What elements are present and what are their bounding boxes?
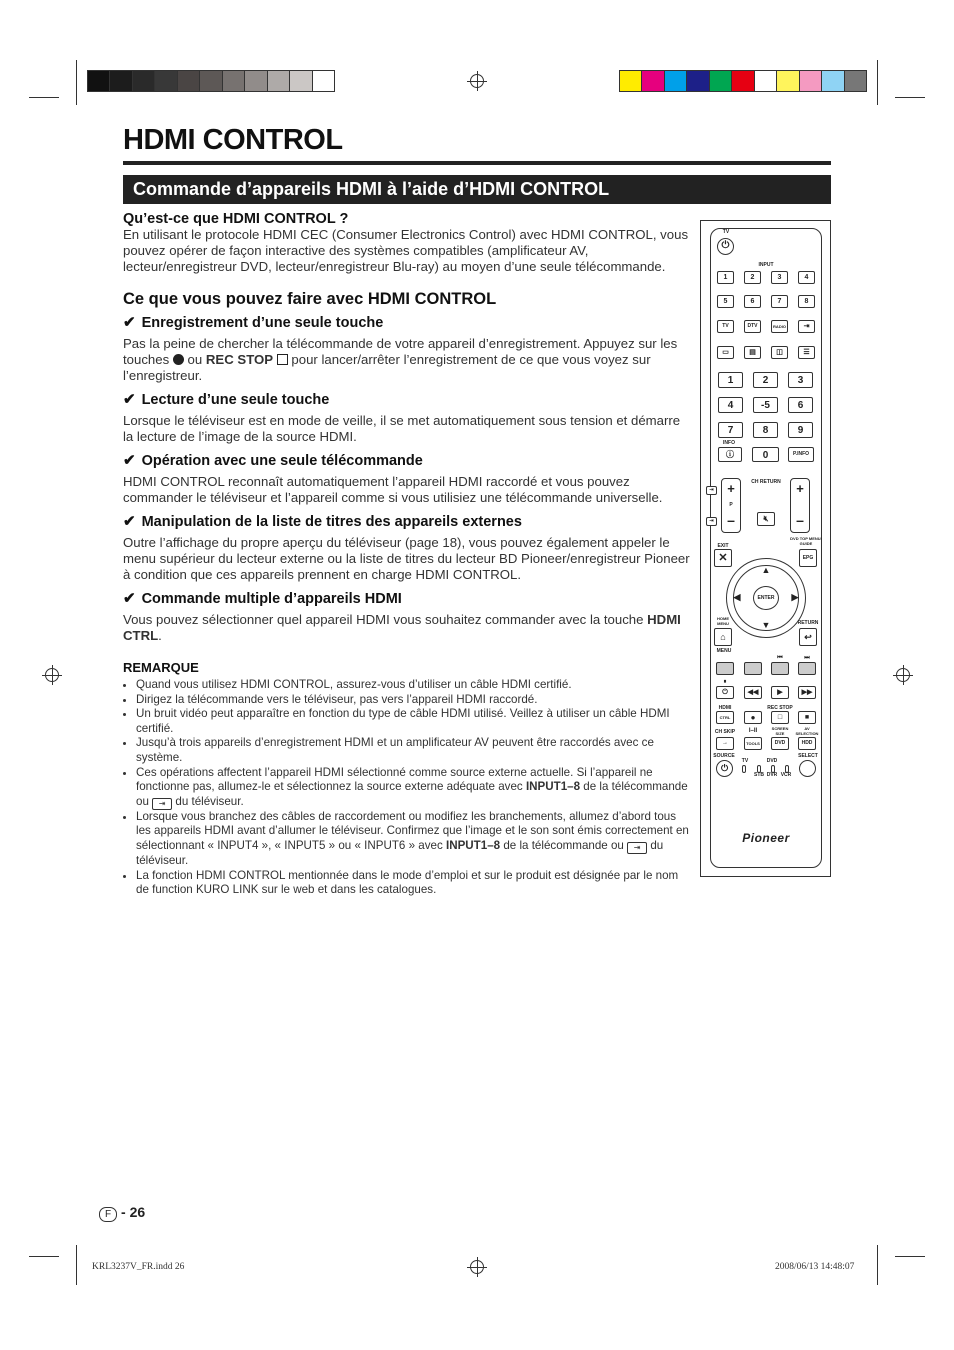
prev-track-icon: ⏮ (777, 655, 783, 661)
crop-mark (29, 97, 59, 98)
zero-button: 0 (752, 447, 779, 462)
pioneer-logo: Pioneer (742, 831, 790, 845)
footer-date: 2008/06/13 14:48:07 (775, 1262, 855, 1272)
input-key-button: 3 (771, 271, 788, 284)
feature-heading: ✔ Opération avec une seule télécommande (123, 452, 423, 469)
channel-plus-icon: + (727, 481, 735, 496)
what-is-heading: Qu’est-ce que HDMI CONTROL ? (123, 211, 349, 227)
can-do-heading: Ce que vous pouvez faire avec HDMI CONTROL (123, 290, 497, 308)
rec-stop-icon: □ (771, 711, 789, 724)
enter-button: ENTER (753, 586, 779, 610)
color-key-button (716, 662, 734, 675)
number-key-button: 4 (718, 397, 743, 413)
left-arrow-icon: ◀ (733, 592, 741, 602)
list-item: • La fonction HDMI CONTROL mentionnée dans le mode d’emploi et sur le produit est désignée par le nom de function KURO LINK sur le web et dans les catalogues. (136, 869, 693, 898)
color-swatch (710, 71, 732, 91)
input-icon: ⇥ (627, 842, 647, 854)
av-selection-label: AV SELECTION (795, 726, 819, 736)
input-icon: ⇥ (152, 798, 172, 810)
info-label: INFO (723, 440, 735, 446)
color-swatch (290, 71, 312, 91)
list-item: • Lorsque vous branchez des câbles de raccordement ou modifiez les branchements, allumez d’abord tous les appareils HDMI avant d’allumer le téléviseur. Confirmez que l’image et le son sont émis correctement en sélectionnant « INPUT4 », « INPUT5 » ou « INPUT6 » avec INPUT1–8 de la télécommande ou ⇥ du téléviseur. (136, 810, 693, 869)
color-swatch (245, 71, 267, 91)
subtitle-icon: ▭ (717, 346, 734, 359)
hdmi-ctrl-button: CTRL (716, 711, 734, 724)
power-icon: ⏻ (717, 238, 734, 255)
play-icon: ▶ (771, 686, 789, 699)
color-swatch (268, 71, 290, 91)
crop-mark (76, 60, 77, 105)
pinfo-button: P.INFO (788, 447, 814, 462)
feature-heading: ✔ Commande multiple d’appareils HDMI (123, 590, 402, 607)
epg-button: EPG (799, 549, 817, 567)
color-swatch (88, 71, 110, 91)
dvd-mode-label: DVD (766, 758, 778, 764)
ch-skip-label: CH SKIP (714, 729, 736, 735)
pause-icon: ⏸ (723, 679, 727, 685)
color-swatch (200, 71, 222, 91)
input-switch-icon: ⇥ (798, 320, 815, 333)
ch-return-label: CH RETURN (751, 479, 781, 485)
color-bar (619, 70, 867, 92)
channel-minus-icon: – (727, 512, 735, 528)
stb-label: STB (754, 772, 764, 778)
crop-mark (877, 1245, 878, 1285)
stop-button-icon: ■ (798, 711, 816, 724)
check-icon: ✔ (123, 314, 136, 331)
volume-plus-icon: + (796, 481, 804, 496)
crop-mark (895, 97, 925, 98)
i-ii-label: I–II (748, 728, 758, 734)
select-label: SELECT (798, 753, 818, 759)
color-key-button (771, 662, 789, 675)
feature-text: Pas la peine de chercher la télécommande de votre appareil d’enregistrement. Appuyez sur les touches ou REC STOP pour lancer/arrêter l’enregistrement de ce que vous voyez sur l’enregistreur. (123, 336, 678, 383)
remarque-heading: REMARQUE (123, 660, 199, 675)
input-key-button: 7 (771, 295, 788, 308)
exit-label: EXIT (717, 543, 729, 549)
grayscale-bar (87, 70, 335, 92)
color-swatch (822, 71, 844, 91)
registration-mark-icon (470, 74, 484, 88)
color-swatch (687, 71, 709, 91)
tv-mode-label: TV (741, 758, 749, 764)
registration-mark-icon (45, 668, 59, 682)
next-track-icon: ⏭ (804, 655, 810, 661)
mode-indicator (742, 765, 746, 773)
color-key-button (798, 662, 816, 675)
home-icon: ⌂ (714, 628, 732, 646)
color-key-button (744, 662, 762, 675)
section-banner: Commande d’appareils HDMI à l’aide d’HDMI CONTROL (123, 175, 831, 204)
color-swatch (777, 71, 799, 91)
color-swatch (133, 71, 155, 91)
teletext-mix-icon: ◫ (771, 346, 788, 359)
feature-heading: ✔ Enregistrement d’une seule touche (123, 314, 384, 331)
teletext-icon: ▤ (744, 346, 761, 359)
number-key-button: 3 (788, 372, 813, 388)
crop-mark (895, 1256, 925, 1257)
number-key-button: 6 (788, 397, 813, 413)
number-key-button: -5 (753, 397, 778, 413)
registration-mark-icon (896, 668, 910, 682)
tools-button: TOOLS (744, 737, 762, 750)
footer-file: KRL3237V_FR.indd 26 (92, 1262, 185, 1272)
number-key-button: 7 (718, 422, 743, 438)
feature-text: HDMI CONTROL reconnaît automatiquement l’appareil HDMI raccordé et vous pouvez commander le téléviseur et l’appareil comme si vous utilisiez une télécommande universelle. (123, 474, 663, 505)
standby-icon: ⏻ (716, 686, 734, 699)
list-item: • Jusqu’à trois appareils d’enregistrement HDMI et un amplificateur AV peuvent être raccordés avec ce système. (136, 736, 693, 765)
color-swatch (845, 71, 866, 91)
radio-button: RADIO (771, 320, 788, 333)
hdmi-label: HDMI (718, 705, 732, 711)
feature-text: Vous pouvez sélectionner quel appareil HDMI vous souhaitez commander avec la touche HDMI CTRL. (123, 612, 681, 643)
list-item: • Ces opérations affectent l’appareil HDMI sélectionné comme source externe actuelle. Si l’appareil ne fonctionne pas, allumez-le et sélectionnez la source externe adéquate avec INPUT1–8 de la télécommande ou ⇥ du téléviseur. (136, 766, 693, 810)
color-swatch (755, 71, 777, 91)
title-rule (123, 161, 831, 165)
feature-text: Lorsque le téléviseur est en mode de veille, il se met automatiquement sous tension et démarre la lecture de l’image de la source HDMI. (123, 413, 681, 444)
dvr-label: DVR (766, 772, 778, 778)
stop-icon (277, 354, 288, 365)
input-key-button: 4 (798, 271, 815, 284)
ch-skip-icon: → (716, 737, 734, 750)
down-arrow-icon: ▼ (761, 620, 771, 630)
up-arrow-icon: ▲ (761, 565, 771, 575)
input-side-icon: ⇥ (706, 517, 717, 526)
crop-mark (877, 60, 878, 105)
vcr-label: VCR (780, 772, 792, 778)
select-button (799, 760, 816, 777)
check-icon: ✔ (123, 590, 136, 607)
check-icon: ✔ (123, 452, 136, 469)
check-icon: ✔ (123, 513, 136, 530)
rewind-icon: ◀◀ (744, 686, 762, 699)
remarque-list (123, 678, 693, 898)
crop-mark (76, 1245, 77, 1285)
feature-text: Outre l’affichage du propre aperçu du téléviseur (page 18), vous pouvez également appeler le menu supérieur du lecteur externe ou la liste de titres du lecteur BD Pioneer/enregistreur Pioneer à condition que ces appareils prennent en charge HDMI CONTROL. (123, 535, 690, 582)
page-title: HDMI CONTROL (123, 124, 343, 156)
list-item: • Dirigez la télécommande vers le téléviseur, pas vers l’appareil HDMI raccordé. (136, 693, 693, 708)
list-item: • Quand vous utilisez HDMI CONTROL, assurez-vous d’utiliser un câble HDMI certifié. (136, 678, 693, 693)
check-icon: ✔ (123, 391, 136, 408)
color-swatch (313, 71, 334, 91)
record-button-icon: ● (744, 711, 762, 724)
hdd-button: HDD (798, 737, 816, 750)
info-icon: ⓘ (718, 447, 742, 462)
page-number: F - 26 (99, 1204, 145, 1222)
number-key-button: 8 (753, 422, 778, 438)
dvd-button: DVD (771, 737, 789, 750)
return-icon: ↩ (799, 628, 817, 646)
dvd-top-menu-label: DVD TOP MENU/ GUIDE (790, 536, 822, 546)
input-side-icon: ⇥ (706, 486, 717, 495)
volume-minus-icon: – (796, 512, 804, 528)
dtv-button: DTV (744, 320, 761, 333)
color-swatch (155, 71, 177, 91)
input-key-button: 2 (744, 271, 761, 284)
main-content (123, 211, 693, 898)
right-arrow-icon: ▶ (791, 592, 799, 602)
feature-heading: ✔ Manipulation de la liste de titres des appareils externes (123, 513, 522, 530)
color-swatch (110, 71, 132, 91)
home-menu-label: HOME MENU (717, 616, 729, 626)
number-key-button: 2 (753, 372, 778, 388)
crop-mark (29, 1256, 59, 1257)
source-label: SOURCE (713, 753, 735, 759)
color-swatch (223, 71, 245, 91)
return-label: RETURN (797, 620, 819, 626)
feature-heading: ✔ Lecture d’une seule touche (123, 391, 330, 408)
teletext-page-icon: ☰ (798, 346, 815, 359)
color-swatch (642, 71, 664, 91)
input-key-button: 8 (798, 295, 815, 308)
registration-mark-icon (470, 1260, 484, 1274)
color-swatch (665, 71, 687, 91)
list-item: • Un bruit vidéo peut apparaître en fonction du type de câble HDMI utilisé. Veillez à utiliser un câble HDMI certifié. (136, 707, 693, 736)
color-swatch (620, 71, 642, 91)
fast-forward-icon: ▶▶ (798, 686, 816, 699)
color-swatch (800, 71, 822, 91)
what-is-text: En utilisant le protocole HDMI CEC (Consumer Electronics Control) avec HDMI CONTROL, vous pouvez opérer de façon interactive des systèmes compatibles (amplificateur AV, lecteur/enregistreur DVD, lecteur/enregistreur Blu-ray) au moyen d’une seule télécommande. (123, 227, 689, 274)
input-key-button: 1 (717, 271, 734, 284)
screen-size-label: SCREEN SIZE (771, 726, 789, 736)
tv-label: TV (722, 229, 730, 235)
record-icon (173, 354, 184, 365)
rec-stop-label: REC STOP (767, 705, 793, 711)
number-key-button: 9 (788, 422, 813, 438)
mute-icon: 🔇︎ (757, 512, 775, 526)
input-label: INPUT (758, 262, 774, 268)
input-key-button: 5 (717, 295, 734, 308)
p-label: P (729, 502, 733, 508)
number-key-button: 1 (718, 372, 743, 388)
source-power-icon: ⏻ (716, 760, 733, 777)
exit-icon: ✕ (714, 549, 732, 567)
input-key-button: 6 (744, 295, 761, 308)
color-swatch (732, 71, 754, 91)
tv-button: TV (717, 320, 734, 333)
menu-label: MENU (716, 648, 732, 654)
color-swatch (178, 71, 200, 91)
